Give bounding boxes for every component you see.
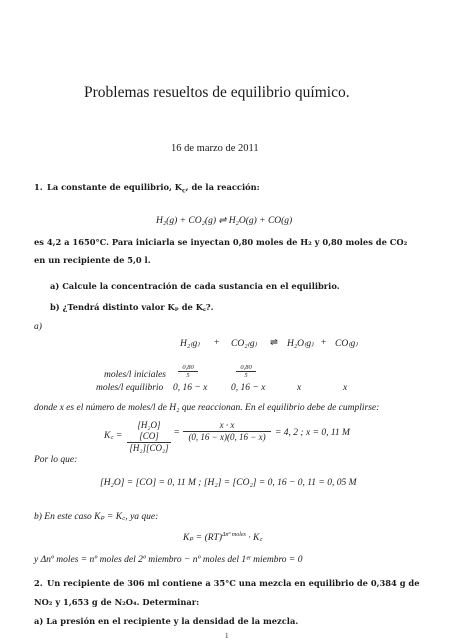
problem-2-number: 2. <box>34 578 43 588</box>
question-b: b) ¿Tendrá distinto valor Kₚ de K꜀?. <box>50 302 214 312</box>
problem-2-line2: NO₂ y 1,653 g de N₂O₄. Determinar: <box>34 597 200 607</box>
table-h2o: H₂O₍g₎ <box>287 339 314 349</box>
kc-fraction-1: $\frac{\text{[H₂O][CO]}}{\text{[H₂][CO₂]}}$ <box>127 420 171 454</box>
answer-a-label: a) <box>34 322 42 332</box>
row-equilibrium-co: x <box>343 383 348 393</box>
delta-n-text: y Δnº moles = nº moles del 2º miembro − nº moles del 1ᵉʳ miembro = 0 <box>34 555 303 565</box>
row-equilibrium-label: moles/l equilibrio <box>96 383 164 393</box>
table-co2: CO₂₍g₎ <box>231 339 257 349</box>
kc-fraction-2: $\frac{x \cdot x}{(0, 16 - x)(0, 16 - x)}$ <box>183 420 271 443</box>
concentrations: [H₂O] = [CO] = 0, 11 M ; [H₂] = [CO₂] = 0, 16 − 0, 11 = 0, 05 M <box>100 478 357 488</box>
problem-1-line3: en un recipiente de 5,0 l. <box>34 255 151 265</box>
problem-1-line2: es 4,2 a 1650°C. Para iniciarla se inyectan 0,80 moles de H₂ y 0,80 moles de CO₂ <box>34 237 408 247</box>
page-title: Problemas resueltos de equilibrio químico. <box>84 84 350 101</box>
document-date: 16 de marzo de 2011 <box>171 143 259 154</box>
problem-2-question-a: a) La presión en el recipiente y la densidad de la mezcla. <box>34 616 299 626</box>
where-text: donde x es el número de moles/l de H₂ que reaccionan. En el equilibrio debe de cumplirse: <box>34 403 380 413</box>
reaction-equation: H₂(g) + CO₂(g) ⇌ H₂O(g) + CO(g) <box>156 216 293 226</box>
row-initial-h2: $\frac{0,80}{5}$ <box>178 364 198 379</box>
kc-result: = 4, 2 ; x = 0, 11 M <box>275 428 350 438</box>
row-initial-co2: $\frac{0,80}{5}$ <box>236 364 256 379</box>
table-co: CO₍g₎ <box>335 339 358 349</box>
kc-equals: = <box>174 428 180 438</box>
table-plus-1: + <box>214 338 220 348</box>
question-a: a) Calcule la concentración de cada sustancia en el equilibrio. <box>50 281 340 291</box>
table-h2: H₂₍g₎ <box>180 339 200 349</box>
problem-1-number: 1. <box>34 182 43 192</box>
kc-lhs: K꜀ = <box>104 431 123 441</box>
answer-b: b) En este caso Kₚ = K꜀, ya que: <box>34 512 159 522</box>
kp-equation: Kₚ = (RT)$^{\Delta nº moles}$ · K꜀ <box>183 531 263 543</box>
row-initial-label: moles/l iniciales <box>104 370 167 380</box>
problem-2-line1: Un recipiente de 306 ml contiene a 35°C una mezcla en equilibrio de 0,384 g de <box>47 578 420 588</box>
page-number: 1 <box>225 632 229 640</box>
problem-1-line1: La constante de equilibrio, $K_c$, de la reacción: <box>47 182 260 195</box>
row-equilibrium-h2o: x <box>297 383 302 393</box>
row-equilibrium-co2: 0, 16 − x <box>231 383 266 393</box>
por-lo-que: Por lo que: <box>34 455 78 465</box>
table-arrow: ⇌ <box>270 338 278 348</box>
row-equilibrium-h2: 0, 16 − x <box>173 383 208 393</box>
table-plus-2: + <box>321 338 327 348</box>
